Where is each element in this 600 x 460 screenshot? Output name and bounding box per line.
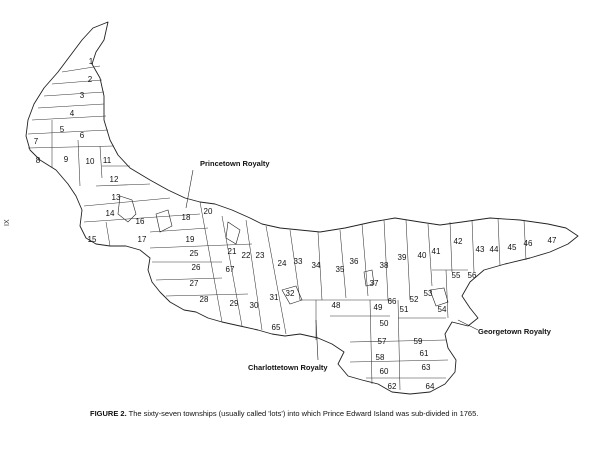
lot-number: 67 bbox=[225, 265, 235, 275]
lot-number: 2 bbox=[87, 75, 93, 85]
lot-number: 55 bbox=[451, 271, 461, 281]
lot-number: 57 bbox=[377, 337, 387, 347]
lot-number: 6 bbox=[79, 131, 85, 141]
lot-number: 4 bbox=[69, 109, 75, 119]
lot-number: 51 bbox=[399, 305, 409, 315]
lot-number: 65 bbox=[271, 323, 281, 333]
lot-number: 1 bbox=[88, 57, 94, 67]
lot-number: 45 bbox=[507, 243, 517, 253]
lot-number: 52 bbox=[409, 295, 419, 305]
lot-number: 21 bbox=[227, 247, 237, 257]
lot-number: 14 bbox=[105, 209, 115, 219]
lot-number: 5 bbox=[59, 125, 65, 135]
lot-number: 48 bbox=[331, 301, 341, 311]
lot-number: 50 bbox=[379, 319, 389, 329]
figure-caption bbox=[90, 409, 550, 419]
lot-number: 15 bbox=[87, 235, 97, 245]
lot-number: 59 bbox=[413, 337, 423, 347]
georgetown-royalty-label: Georgetown Royalty bbox=[478, 327, 551, 336]
lot-number: 23 bbox=[255, 251, 265, 261]
charlottetown-royalty-label: Charlottetown Royalty bbox=[248, 363, 328, 372]
lot-number: 47 bbox=[547, 236, 557, 246]
lot-number: 39 bbox=[397, 253, 407, 263]
lot-number: 49 bbox=[373, 303, 383, 313]
lot-number: 35 bbox=[335, 265, 345, 275]
lot-number: 27 bbox=[189, 279, 199, 289]
lot-number: 17 bbox=[137, 235, 147, 245]
lot-number: 38 bbox=[379, 261, 389, 271]
lot-number: 64 bbox=[425, 382, 435, 392]
lot-number: 62 bbox=[387, 382, 397, 392]
lot-number: 63 bbox=[421, 363, 431, 373]
figure-label: FIGURE 2. bbox=[90, 409, 127, 418]
lot-number: 8 bbox=[35, 156, 41, 166]
lot-number: 61 bbox=[419, 349, 429, 359]
lot-number: 60 bbox=[379, 367, 389, 377]
lot-number: 46 bbox=[523, 239, 533, 249]
lot-number: 24 bbox=[277, 259, 287, 269]
lot-number: 25 bbox=[189, 249, 199, 259]
lot-number: 34 bbox=[311, 261, 321, 271]
lot-number: 12 bbox=[109, 175, 119, 185]
island-outline bbox=[26, 22, 578, 394]
lot-number: 28 bbox=[199, 295, 209, 305]
princetown-royalty-label: Princetown Royalty bbox=[200, 159, 270, 168]
lot-number: 56 bbox=[467, 271, 477, 281]
lot-number: 19 bbox=[185, 235, 195, 245]
lot-number: 29 bbox=[229, 299, 239, 309]
lot-number: 53 bbox=[423, 289, 433, 299]
lot-number: 41 bbox=[431, 247, 441, 257]
lot-number: 31 bbox=[269, 293, 279, 303]
margin-mark: IX bbox=[4, 219, 11, 226]
lot-number: 66 bbox=[387, 297, 397, 307]
lot-number: 7 bbox=[33, 137, 39, 147]
lot-number: 26 bbox=[191, 263, 201, 273]
lot-number: 40 bbox=[417, 251, 427, 261]
lot-number: 58 bbox=[375, 353, 385, 363]
lot-number: 54 bbox=[437, 305, 447, 315]
lot-number: 10 bbox=[85, 157, 95, 167]
lot-number: 20 bbox=[203, 207, 213, 217]
lot-number: 18 bbox=[181, 213, 191, 223]
lot-number: 22 bbox=[241, 251, 251, 261]
lot-number: 42 bbox=[453, 237, 463, 247]
lot-number: 9 bbox=[63, 155, 69, 165]
lot-number: 44 bbox=[489, 245, 499, 255]
lot-number: 32 bbox=[285, 289, 295, 299]
lot-number: 11 bbox=[102, 156, 112, 166]
lot-number: 30 bbox=[249, 301, 259, 311]
lot-number: 33 bbox=[293, 257, 303, 267]
lot-number: 43 bbox=[475, 245, 485, 255]
lot-number: 3 bbox=[79, 91, 85, 101]
lot-number: 16 bbox=[135, 217, 145, 227]
lot-number: 36 bbox=[349, 257, 359, 267]
figure-caption-text: The sixty-seven townships (usually called 'lots') into which Prince Edward Island was sub-divided in 1765. bbox=[128, 409, 479, 418]
lot-number: 37 bbox=[369, 279, 379, 289]
lot-number: 13 bbox=[111, 193, 121, 203]
